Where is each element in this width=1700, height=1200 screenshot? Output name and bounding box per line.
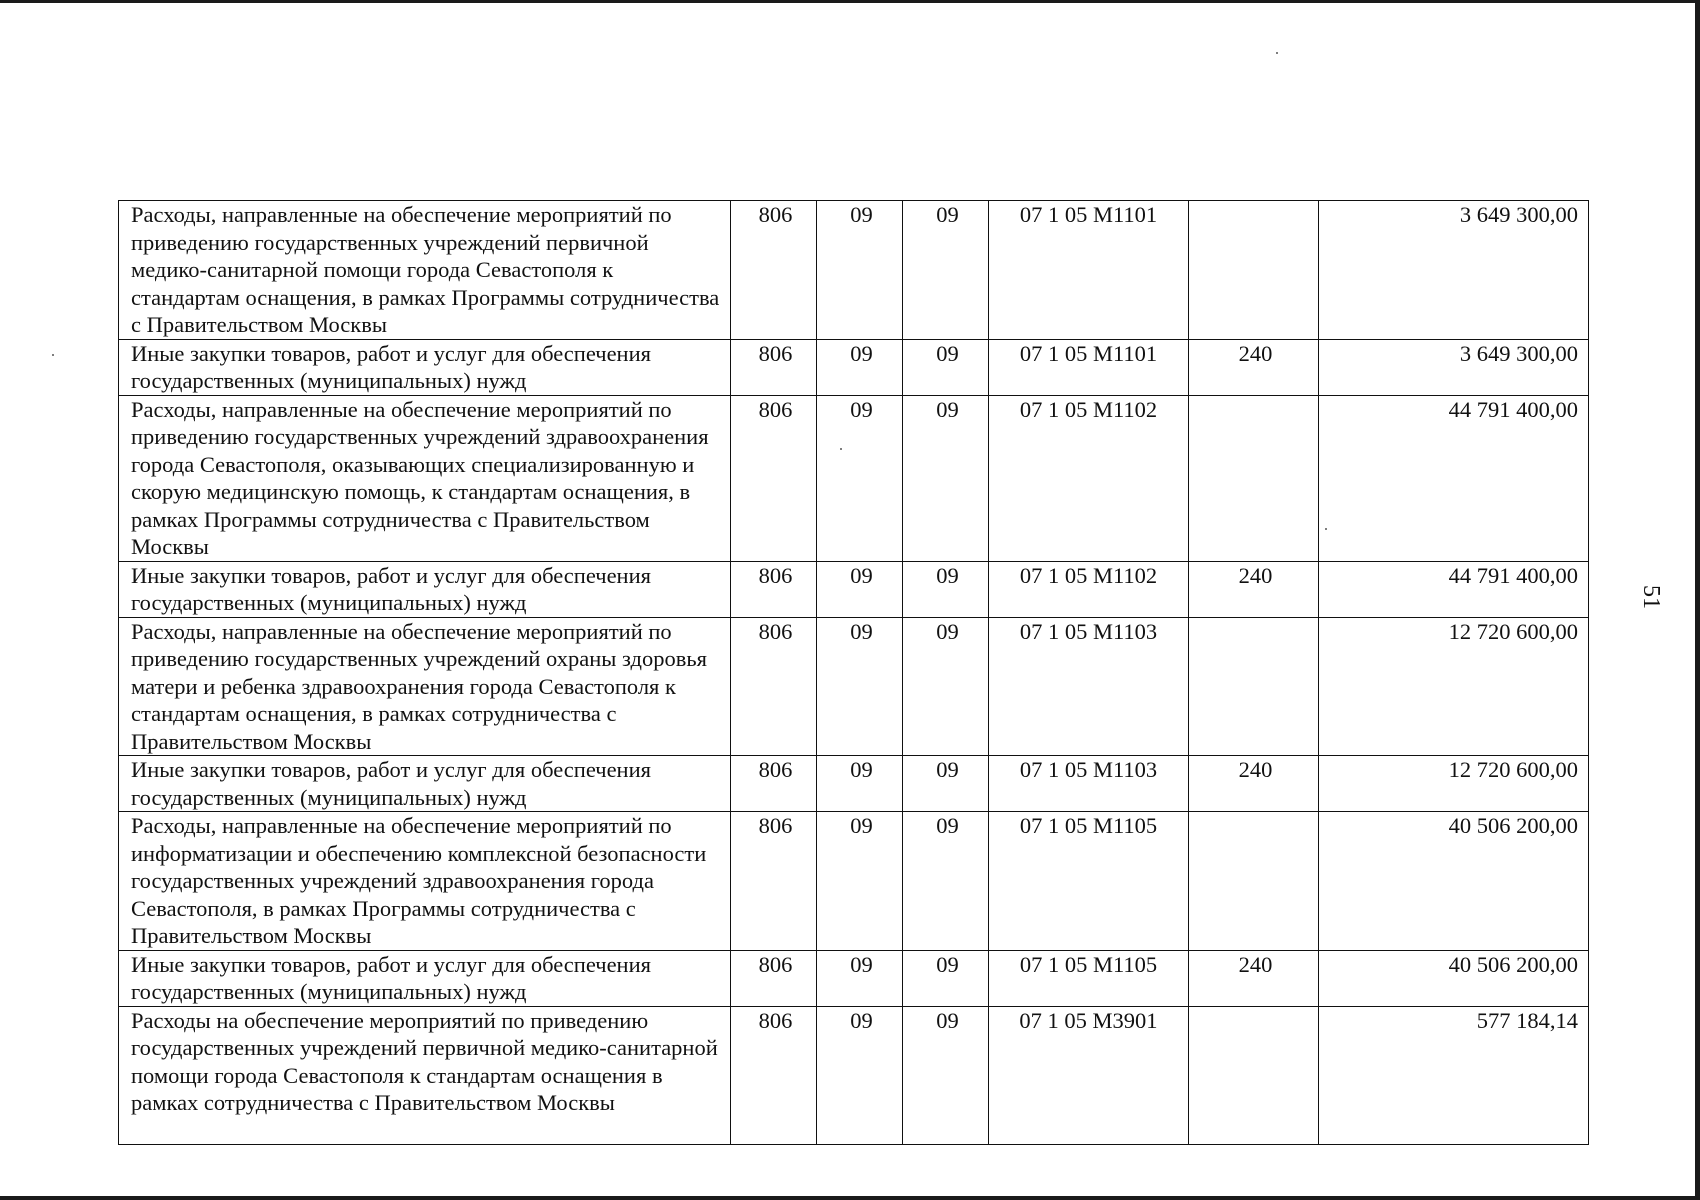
subsection-code: 09 bbox=[903, 395, 989, 561]
section-code: 09 bbox=[817, 950, 903, 1006]
subsection-code: 09 bbox=[903, 756, 989, 812]
row-description: Расходы, направленные на обеспечение мероприятий по приведению государственных учреждений здравоохранения города Севастополя, оказывающих специализированную и скорую медицинскую помощь, к стандартам оснащения, в рамках Программы сотрудничества с Правительством Москвы bbox=[119, 395, 731, 561]
amount: 12 720 600,00 bbox=[1319, 756, 1589, 812]
section-code: 09 bbox=[817, 201, 903, 340]
section-code: 09 bbox=[817, 339, 903, 395]
amount: 40 506 200,00 bbox=[1319, 812, 1589, 951]
row-description: Расходы, направленные на обеспечение мероприятий по приведению государственных учреждений охраны здоровья матери и ребенка здравоохранения города Севастополя к стандартам оснащения, в рамках сотрудничества с Правительством Москвы bbox=[119, 617, 731, 756]
expense-type-code: 240 bbox=[1189, 561, 1319, 617]
ministry-code: 806 bbox=[731, 812, 817, 951]
subsection-code: 09 bbox=[903, 561, 989, 617]
page-number: 51 bbox=[1638, 585, 1664, 609]
table-row bbox=[119, 395, 1589, 561]
expense-type-code bbox=[1189, 812, 1319, 951]
amount: 3 649 300,00 bbox=[1319, 339, 1589, 395]
ministry-code: 806 bbox=[731, 950, 817, 1006]
section-code: 09 bbox=[817, 1006, 903, 1144]
amount: 44 791 400,00 bbox=[1319, 561, 1589, 617]
ministry-code: 806 bbox=[731, 617, 817, 756]
ministry-code: 806 bbox=[731, 201, 817, 340]
section-code: 09 bbox=[817, 561, 903, 617]
amount: 44 791 400,00 bbox=[1319, 395, 1589, 561]
amount: 12 720 600,00 bbox=[1319, 617, 1589, 756]
expense-type-code: 240 bbox=[1189, 950, 1319, 1006]
row-description: Иные закупки товаров, работ и услуг для обеспечения государственных (муниципальных) нужд bbox=[119, 339, 731, 395]
target-article-code: 07 1 05 М1101 bbox=[989, 201, 1189, 340]
table-row bbox=[119, 812, 1589, 951]
target-article-code: 07 1 05 М1105 bbox=[989, 950, 1189, 1006]
ministry-code: 806 bbox=[731, 561, 817, 617]
table-row bbox=[119, 756, 1589, 812]
target-article-code: 07 1 05 М1103 bbox=[989, 756, 1189, 812]
row-description: Иные закупки товаров, работ и услуг для обеспечения государственных (муниципальных) нужд bbox=[119, 950, 731, 1006]
subsection-code: 09 bbox=[903, 812, 989, 951]
subsection-code: 09 bbox=[903, 1006, 989, 1144]
subsection-code: 09 bbox=[903, 201, 989, 340]
section-code: 09 bbox=[817, 617, 903, 756]
ministry-code: 806 bbox=[731, 756, 817, 812]
scan-border-bottom bbox=[0, 1196, 1700, 1200]
expense-type-code bbox=[1189, 1006, 1319, 1144]
target-article-code: 07 1 05 М1105 bbox=[989, 812, 1189, 951]
table-row bbox=[119, 1006, 1589, 1144]
row-description: Иные закупки товаров, работ и услуг для обеспечения государственных (муниципальных) нужд bbox=[119, 561, 731, 617]
amount: 577 184,14 bbox=[1319, 1006, 1589, 1144]
subsection-code: 09 bbox=[903, 617, 989, 756]
table-row bbox=[119, 617, 1589, 756]
target-article-code: 07 1 05 М1102 bbox=[989, 561, 1189, 617]
row-description: Иные закупки товаров, работ и услуг для обеспечения государственных (муниципальных) нужд bbox=[119, 756, 731, 812]
budget-table bbox=[118, 200, 1589, 1145]
section-code: 09 bbox=[817, 395, 903, 561]
expense-type-code bbox=[1189, 201, 1319, 340]
section-code: 09 bbox=[817, 812, 903, 951]
amount: 40 506 200,00 bbox=[1319, 950, 1589, 1006]
expense-type-code: 240 bbox=[1189, 756, 1319, 812]
row-description: Расходы, направленные на обеспечение мероприятий по приведению государственных учреждений первичной медико-санитарной помощи города Севастополя к стандартам оснащения, в рамках Программы сотрудничества с Правительством Москвы bbox=[119, 201, 731, 340]
amount: 3 649 300,00 bbox=[1319, 201, 1589, 340]
scan-border-right bbox=[1695, 0, 1700, 1200]
target-article-code: 07 1 05 М3901 bbox=[989, 1006, 1189, 1144]
ministry-code: 806 bbox=[731, 1006, 817, 1144]
target-article-code: 07 1 05 М1101 bbox=[989, 339, 1189, 395]
table-row bbox=[119, 950, 1589, 1006]
table-row bbox=[119, 339, 1589, 395]
expense-type-code: 240 bbox=[1189, 339, 1319, 395]
scan-border-top bbox=[0, 0, 1700, 3]
expense-type-code bbox=[1189, 395, 1319, 561]
scan-speck bbox=[1276, 52, 1278, 54]
section-code: 09 bbox=[817, 756, 903, 812]
subsection-code: 09 bbox=[903, 950, 989, 1006]
table-row bbox=[119, 201, 1589, 340]
ministry-code: 806 bbox=[731, 339, 817, 395]
target-article-code: 07 1 05 М1102 bbox=[989, 395, 1189, 561]
ministry-code: 806 bbox=[731, 395, 817, 561]
table-row bbox=[119, 561, 1589, 617]
expense-type-code bbox=[1189, 617, 1319, 756]
row-description: Расходы, направленные на обеспечение мероприятий по информатизации и обеспечению комплексной безопасности государственных учреждений здравоохранения города Севастополя, в рамках Программы сотрудничества с Правительством Москвы bbox=[119, 812, 731, 951]
scan-speck bbox=[52, 354, 54, 356]
row-description: Расходы на обеспечение мероприятий по приведению государственных учреждений первичной медико-санитарной помощи города Севастополя к стандартам оснащения в рамках сотрудничества с Правительством Москвы bbox=[119, 1006, 731, 1144]
target-article-code: 07 1 05 М1103 bbox=[989, 617, 1189, 756]
subsection-code: 09 bbox=[903, 339, 989, 395]
